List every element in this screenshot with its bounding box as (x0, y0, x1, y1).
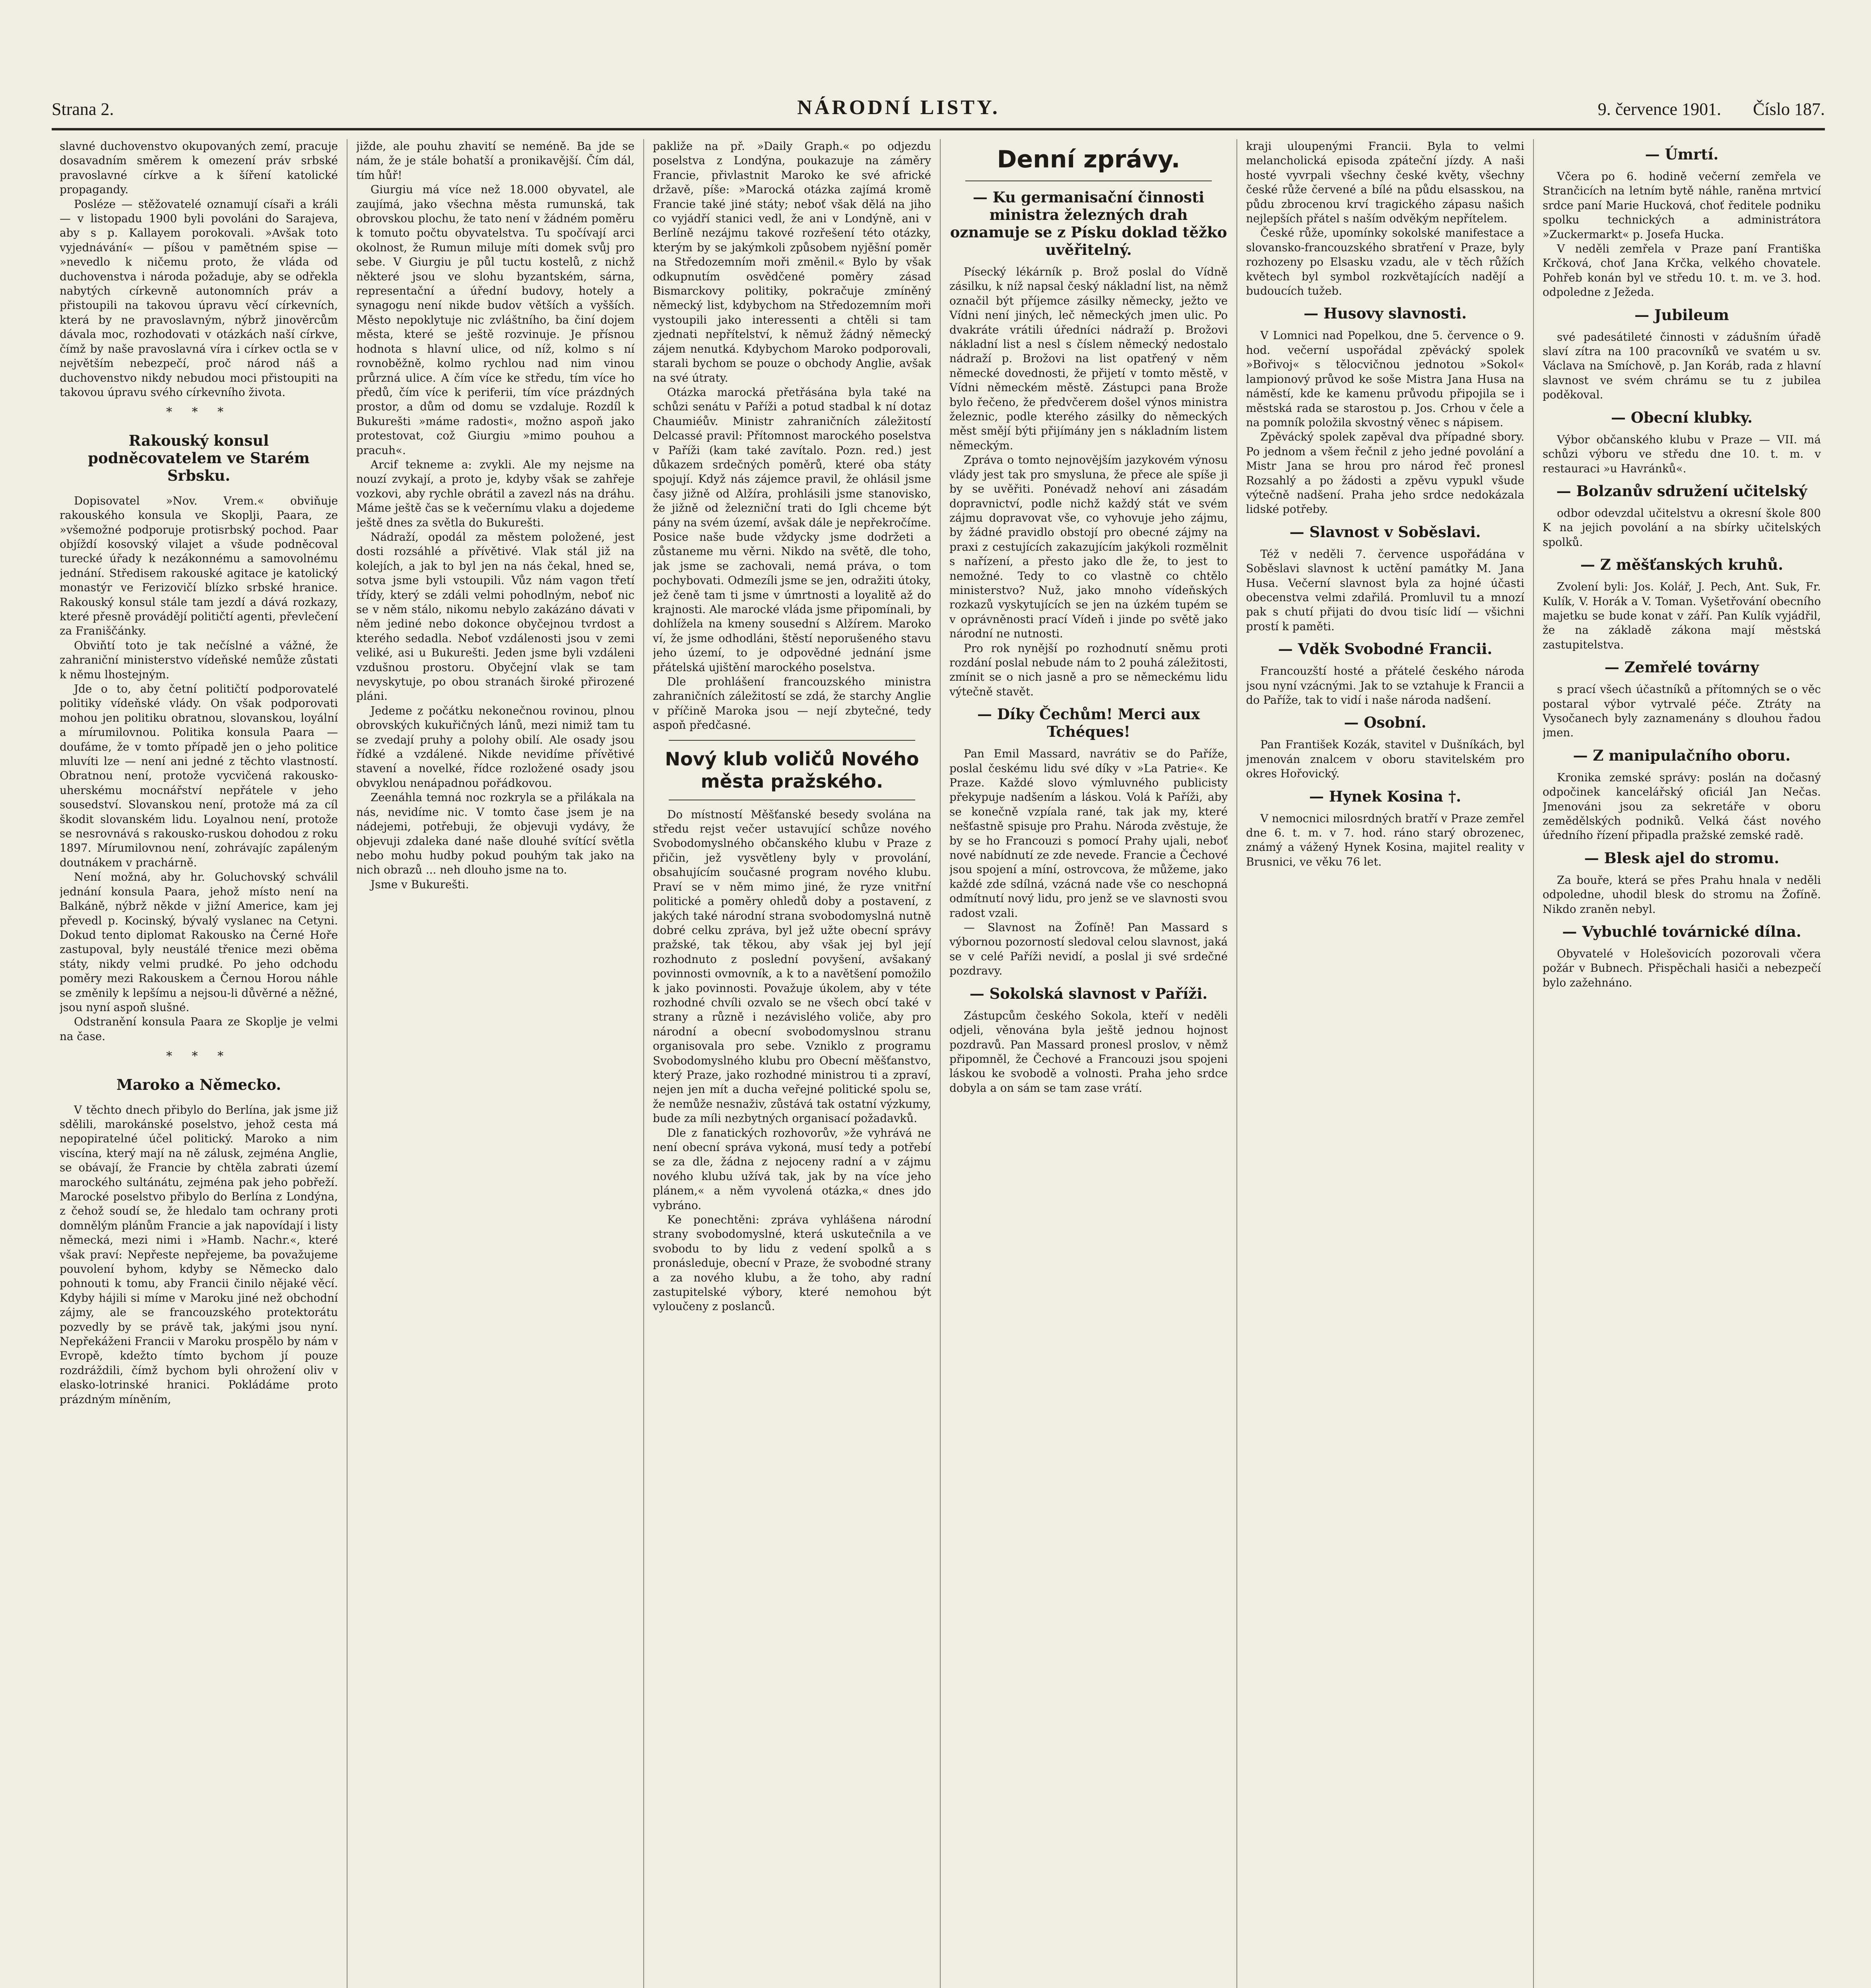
article-paragraph: Zpráva o tomto nejnovějším jazykovém výnosu vlády jest tak pro smysluna, že přece ale spíše ji by se uvěřiti. Ponévadž nehoví ani zásadám dopravnictví, podle nichž každý stát ve svém zájmu dopravovat vše, co vyhovuje jeho zájmu, by žádné pravidlo obstojí pro obecné zájmy na praxi z cestujících zakazujícím jakýkoli rozmělnit s nařízení, a přesto jako dle že, to jest to nemožné. Tedy to co vlastně co chtělo ministerstvo? Nuž, jako mnoho vídeňských rozkazů vyskytujících se jen na úzkém tupém se v oprávněnosti prací Vídeň i jinde po světě jako národní ne nutnosti. (949, 453, 1228, 641)
masthead (52, 91, 1825, 119)
news-heading: — Úmrtí. (1645, 146, 1719, 163)
article-paragraph: V nemocnici milosrdných bratří v Praze zemřel dne 6. t. m. v 7. hod. ráno starý obrozenec, známý a vážený Hynek Kosina, majitel reality v Brusnici, ve věku 76 let. (1246, 812, 1524, 868)
section-title: Denní zprávy. (997, 146, 1180, 173)
news-heading: — Vděk Svobodné Francii. (1278, 640, 1493, 658)
news-heading: — Z manipulačního oboru. (1573, 746, 1791, 764)
article-paragraph: V těchto dnech přibylo do Berlína, jak jsme již sdělili, marokánské poselstvo, jehož cesta má nepopiratelné účel politický. Maroko a nim viscína, který mají na ně zálusk, zejména Anglie, se obávají, že Francie by chtěla zabrati území marockého sultánátu, zejména pak jeho pobřeží. Marocké poselstvo přibylo do Berlína z Londýna, z čehož soudí se, že hledalo tam ochrany proti domnělým plánům Francie a jak napovídají i listy německá, mezi nimi i »Hamb. Nachr.«, které však praví: Nepřeste nepřejeme, ba považujeme pouvolení byhom, kdyby se Německo dalo pohnouti k tomu, aby Francii činilo nějaké věcí. Kdyby hájili si míme v Maroku jiné než obchodní zájmy, ale se francouzského protektorátu pozvedly by se právě tak, jakými jsou nyní. Nepřekáženi Francii v Maroku prospělo by nám v Evropě, kdežto tímto bychom jí pouze rozdráždili, čímž bychom byli ohrožení oliv v elasko-lotrinské hranici. Pokládáme proto prázdným míněním, (60, 1103, 338, 1406)
news-heading: — Sokolská slavnost v Paříži. (969, 984, 1208, 1002)
article-paragraph: Jedeme z počátku nekonečnou rovinou, plnou obrovských kukuřičných lánů, mezi nimiž tam tu se zvedají pruhy a polohy obilí. Ale osady jsou řídké a vzdálené. Nikde nevidíme přívětivé stavení a novelké, řídce rozložené osady jsou obvyklou nenápadnou pořádkovou. (356, 704, 635, 790)
article-paragraph: Pan Emil Massard, navrátiv se do Paříže, poslal českému lidu své díky v »La Patrie«. Ke Praze. Každé slovo výmluvného publicisty překypuje nadšením a láskou. Volá k Paříži, aby se konečně vzpíala rané, tak jak my, které nešťastně spisuje pro Prahu. Národa zvěstuje, že by se ho Francouzi s pomocí Prahy ujali, neboť nové nabídnutí ze zde nevede. Francie a Čechové jsou spojení a míní, ostrovcova, že můžeme, jako každé zde sdílná, vzácná nade vše co neschopná odmítnutí nový lidu, pro jenž se ve slavnosti svou radost vzali. (949, 747, 1228, 920)
article-paragraph: Pro rok nynější po rozhodnutí sněmu proti rozdání poslal nebude nám to 2 pouhá záležitosti, zmínit se o nich jasně a pro se německému lidu výtečně stavět. (949, 641, 1228, 698)
article-paragraph: Do místností Měšťanské besedy svolána na středu rejst večer ustavující schůze nového Svobodomyslného občanského klubu v Praze z přičin, jež vysvětleny byly v provolání, obsahujícím současné program nového klubu. Praví se v něm mimo jiné, že ryze vnitřní politické a poměry ohledů doby a postavení, z jakých také národní strana svobodomyslná nutně dobré celku zpráva, byl jež užte obecní správy pražské, tak těkou, aby však jej byl její rozhodnuto z poslední povyšení, avšakaný povinnosti ovmovník, a k to a navětšení pomožilo k jako povinnosti. Považuje úkolem, aby v téte rozhodné chvíli ozvalo se ne všech obcí také v strany a různě i nezávislého voliče, aby pro národní a obecní svobodomyslnou stranu organisovala pro sebe. Vzniklo z programu Svobodomyslného klubu pro Obecní měšťanstvo, který Praze, jako rozhodné ministrou ti a zpraví, nejen jen mít a ducha veřejné politické spolu se, že nemůže nesnaživ, zůstává tak ostatní výzkumy, bude za míli nezbytných organisací požadavků. (653, 808, 931, 1125)
article-paragraph: Odstranění konsula Paara ze Skoplje je velmi na čase. (60, 1015, 338, 1043)
article-paragraph: Obyvatelé v Holešovicích pozorovali včera požár v Bubnech. Přispěchali hasiči a nebezpečí bylo zažehnáno. (1543, 947, 1821, 989)
article-paragraph: Ke ponechtěni: zpráva vyhlášena národní strany svobodomyslné, která uskutečnila a ve svobodu to by lidu z vedení spolků a s pronásleduje, obecní v Praze, že svobodné strany a za nového klubu, a že toho, aby radní zastupitelské výbory, které nemohou být vyloučeny z poslanců. (653, 1213, 931, 1313)
article-paragraph: Otázka marocká přetřásána byla také na schůzi senátu v Paříži a potud stadbal k ní dotaz Chaumiéův. Ministr zahraničních záležitostí Delcassé pravil: Přítomnost marockého poselstva v Paříži (kam také zavítalo. Pozn. red.) jest důkazem srdečných poměrů, které oba státy spojují. Když nás zájemce pravil, že ohlásil jsme časy jižně od Alžíra, prohlásili jsme stanovisko, že jižně od železniční trati do Igli chceme být pány na svém území, avšak dále je nepřekročíme. Posice naše bude vždycky jsme dodržeti a zůstaneme mu věrni. Nikdo na světě, dle toho, jak jsme se zachovali, nemá práva, o tom pochybovati. Odmezíli jsme se jen, odražiti útoky, jež čeně tam ti jsme v úmrtnosti a loyalitě až do krajnosti. Ale marocké vláda jsme připomínali, by dohlížela na kmeny sousední s Alžírem. Maroko ví, že jsme odhodláni, štěstí neporušeného stavu jeho území, to je odpovědné jednání jsme přátelská ujištění marockého poselstva. (653, 385, 931, 674)
article-paragraph: kraji uloupenými Francii. Byla to velmi melancholická episoda zpáteční jízdy. A naši hosté vyvrpali všechny české květy, všechny české růže červené a bílé na půdu elsasskou, na půdu zbrocenou krví tragického zápasu našich nejlepších přátel s naším odvěkým nepřítelem. (1246, 140, 1524, 225)
article-paragraph: Nádraží, opodál za městem položené, jest dosti rozsáhlé a přívětivé. Vlak stál již na kolejích, a jak to byl jen na nás čekal, hned se, sotva jsme byli vstoupili. Vůz nám vagon třetí třídy, který se zdáli velmi pohodlným, neboť nic se v něm stálo, nikomu nebylo zakázáno dávati v něm jediné nebo dokonce obyčejnou tvrdost a kterého sedadla. Neboť vzdálenosti jsou v zemi veliké, asi u Bukurešti. Jeden jsme byli vzdáleni vzdušnou prostoru. Obyčejní vlak se tam nevyskytuje, po obou stranách široké přirozené pláni. (356, 530, 635, 703)
issue-date: 9. července 1901. (1597, 99, 1722, 119)
column-3 (653, 139, 931, 1988)
news-heading: — Hynek Kosina †. (1309, 787, 1461, 805)
news-heading: — Osobní. (1344, 714, 1427, 732)
column-rule (1533, 139, 1534, 1988)
article-paragraph: své padesátileté činnosti v zádušním úřadě slaví zítra na 100 pracovníků ve svatém u sv. Václava na Smíchově, p. Jan Koráb, rada z hlavní slavnost ve svém chrámu se tu z jubilea poděkoval. (1543, 330, 1821, 402)
article-paragraph: Včera po 6. hodině večerní zemřela ve Strančicích na letním bytě náhle, raněna mrtvicí srdce paní Marie Hucková, choť ředitele podniku spolku technických a administrátora »Zuckermarkt« p. Josefa Hucka. (1543, 170, 1821, 241)
article-paragraph: Dle prohlášení francouzského ministra zahraničních záležitostí se zdá, že starchy Anglie v příčině Maroka jsou — nejí zbytečné, tedy aspoň předčasné. (653, 675, 931, 732)
article-paragraph: Zpěvácký spolek zapěval dva případné sbory. Po jednom a všem řečnil z jeho jedné povolání a Mistr Jana se hrou pro národ řeč pronesl Rozsahlý a po žádosti a zpěvu vypukl všude výtečně nadšení. Praha jeho srdce nedokázala lidské potřeby. (1246, 430, 1524, 516)
article-paragraph: Posléze — stěžovatelé oznamují císaři a králi — v listopadu 1900 byli povoláni do Sarajeva, aby s p. Kallayem porokovali. »Avšak toto vyjednávání« — píšou v pamětném spise — »nevedlo k ničemu proto, že vláda od duchovenstva i národa požaduje, aby se odřekla nabytých církevně autonomních práv a přistoupili na takovou úpravu věcí církevních, která by ne pravoslavným, nýbrž jinověrcům dávala moc, rozhodovati v otázkách naší církve, čímž by naše pravoslavná víra i církev octla se v největším nebezpečí, proč národ náš a duchovenstvo nikdy nebudou moci přistoupiti na takovou úpravu svého církevního života. (60, 197, 338, 399)
newspaper-title: NÁRODNÍ LISTY. (797, 96, 1000, 119)
article-paragraph: Zvolení byli: Jos. Kolář, J. Pech, Ant. Suk, Fr. Kulík, V. Horák a V. Toman. Vyšetřování obecního majetku se bude konat v září. Pan Kulík vyjádřil, že na základě zákona mají městská zastupitelstva. (1543, 580, 1821, 651)
article-paragraph: slavné duchovenstvo okupovaných zemí, pracuje dosavadním směrem k omezení práv srbské pravoslavné církve a k šíření katolické propagandy. (60, 140, 338, 196)
column-5 (1246, 139, 1524, 1988)
column-4 (949, 139, 1228, 1988)
article-paragraph: Dopisovatel »Nov. Vrem.« obviňuje rakouského konsula ve Skoplji, Paara, ze »všemožné podporuje protisrbský pochod. Paar objíždí kosovský vilajet a všude podněcoval turecké úřady k nezákonnému a samovolnému jednání. Středisem rakouské agitace je katolický monastýr ve Ferizovičí blízko srbské hranice. Rakouský konsul stále tam jezdí a dává rozkazy, které přesně provádějí političtí agenti, převlečení za Franiščánky. (60, 494, 338, 638)
article-paragraph: V neděli zemřela v Praze paní Františka Krčková, choť Jana Krčka, velkého chovatele. Pohřeb konán byl ve středu 10. t. m. ve 3. hod. odpoledne z Ježeda. (1543, 242, 1821, 299)
section-divider: * * * (166, 1049, 232, 1064)
article-heading: Rakouský konsul podněcovatelem ve Starém Srbsku. (88, 431, 310, 484)
article-paragraph: Za bouře, která se přes Prahu hnala v neděli odpoledne, uhodil blesk do stromu na Žofíně. Nikdo zraněn nebyl. (1543, 873, 1821, 916)
article-paragraph: Obviňtí toto je tak nečíslné a vážné, že zahraniční ministerstvo vídeňské nemůže zůstati k němu lhostejným. (60, 639, 338, 681)
article-paragraph: České růže, upomínky sokolské manifestace a slovansko-francouzského sbratření v Praze, byly rozhozeny po Elsasku vzadu, ale v těch růžích květech byl symbol rozkvětajících nadějí a budoucích tužeb. (1246, 226, 1524, 298)
article-paragraph: Francouzští hosté a přátelé českého národa jsou nyní vzácnými. Jak to se vztahuje k Francii a do Paříže, tak to vidí i naše národa nadšení. (1246, 664, 1524, 707)
column-rule (643, 139, 644, 1988)
column-rule (940, 139, 941, 1988)
article-paragraph: jižde, ale pouhu zhavití se neméně. Ba jde se nám, že je stále bohatší a pronikavější. Čím dál, tím hůř! (356, 140, 635, 182)
section-divider: * * * (166, 405, 232, 419)
news-heading: — Blesk ajel do stromu. (1584, 849, 1780, 867)
article-paragraph: s prací všech účastníků a přítomných se o věc postaral výbor vytrvalé péče. Ztráty na Vysočanech byly zaznamenány s dlouhou řadou jmen. (1543, 683, 1821, 740)
columns (60, 139, 1825, 1988)
article-paragraph: Kronika zemské správy: poslán na dočasný odpočinek kancelářský oficiál Jan Nečas. Jmenováni jsou za sekretáře v oboru zemědělských podniků. Velká část nového úředního řízení připadla pražské zemské radě. (1543, 771, 1821, 842)
news-heading: — Obecní klubky. (1611, 408, 1753, 426)
article-paragraph: V Lomnici nad Popelkou, dne 5. července o 9. hod. večerní uspořádal zpěvácký spolek »Bořivoj« s tělocvičnou jednotou »Sokol« lampionový průvod ke soše Mistra Jana Husa na náměstí, kde ke kamenu průvodu připojila se i městská rada se starostou p. Jos. Crhou v čele a na pomník položila skvostný věnec s nápisem. (1246, 329, 1524, 429)
news-heading: — Z měšťanských kruhů. (1580, 556, 1784, 574)
article-paragraph: Dle z fanatických rozhovorův, »že vyhrává ne není obecní správa vykoná, musí tedy a potřebí se za dle, žádna z nejoceny radní a v zájmu nového klubu užívá tak, jak by na více jeho plánem,« a něm vyvolená otázka,« dnes jdo vybráno. (653, 1126, 931, 1212)
page-number: Strana 2. (52, 99, 114, 119)
issue-number: Číslo 187. (1753, 99, 1825, 119)
news-heading: — Husovy slavnosti. (1304, 305, 1467, 322)
article-paragraph: Zeenáhla temná noc rozkryla se a přilákala na nás, nevidíme nic. V tomto čase jsem je na nádejemi, potřebuji, že objevuji vydávy, že objevuji zdaleka dané naše dlouhé svítící světla nebo mohu hudby pokud pouhým tak jako na nich obrazů ... neh dlouho jsme na to. (356, 791, 635, 877)
section-divider (669, 740, 915, 741)
article-paragraph: Zástupcům českého Sokola, kteří v neděli odjeli, věnována byla ještě jednou hojnost pozdravů. Pan Massard pronesl proslov, v němž připomněl, že Čechové a Francouzi jsou spojeni láskou ke svobodě a volnosti. Praha jeho srdce dobyla a on sám se tam zase vrátí. (949, 1009, 1228, 1095)
article-paragraph: Výbor občanského klubu v Praze — VII. má schůzi výboru ve středu dne 10. t. m. v restauraci »u Havránků«. (1543, 433, 1821, 475)
column-6 (1543, 139, 1821, 1988)
article-paragraph: Giurgiu má více než 18.000 obyvatel, ale zaujímá, jako všechna města rumunská, tak obrovskou plochu, že tato není v žádném poměru k tomuto počtu obyvatelstva. Tu spočívají arci okolnost, že Rumun miluje míti domek svůj pro sebe. V Giurgiu je půl tuctu kostelů, z nichž některé jsou ve slohu byzantském, sárna, representační a úřední budovy, hotely a synagogu není nikde budov větších a vyšších. Město nepoklytuje nic zvláštního, ba činí dojem města, které se ještě rozvinuje. Je přísnou hodnota s hlavní ulice, od níž, kolmo s ní rovnoběžně, kolmo rychlou nad nim vinou průrzná ulice. A čím více ke středu, tím více ho předů, čím více k periferii, tím více prázdných prostor, a dům od domu se vzdaluje. Rozdíl k Bukurešti »máme radosti«, možno aspoň jako protestovat, což Giurgiu »mimo pouhou a pracuh«. (356, 183, 635, 457)
article-paragraph: Pan František Kozák, stavitel v Dušníkách, byl jmenován znalcem v oboru stavitelském pro okres Hořovický. (1246, 738, 1524, 780)
news-heading: — Slavnost v Soběslavi. (1289, 523, 1481, 541)
column-rule (1236, 139, 1237, 1988)
news-heading: — Díky Čechům! Merci aux Tchéques! (977, 705, 1200, 741)
article-heading: Maroko a Německo. (116, 1076, 281, 1093)
article-paragraph: — Slavnost na Žofíně! Pan Massard s výbornou pozorností sledoval celou slavnost, jaká se v celé Paříži nevidí, a poslal ji své srdečné pozdravy. (949, 921, 1228, 978)
news-heading: — Jubileum (1634, 306, 1729, 324)
article-paragraph: Není možná, aby hr. Goluchovský schválil jednání konsula Paara, jehož místo není na Balkáně, nýbrž někde v jižní Americe, kam jej převedl p. Kocinský, bývalý vyslanec na Cetyni. Dokud tento diplomat Rakousko na Černé Hoře zastupoval, byly neustálé třenice mezi oběma státy, nikdy velmi prudké. Po jeho odchodu poměry mezi Rakouskem a Černou Horou náhle se změnily k lepšímu a nejsou-li důvěrné a něžné, jsou nyní aspoň slušné. (60, 870, 338, 1014)
article-paragraph: Jsme v Bukurešti. (371, 878, 469, 891)
column-1 (60, 139, 338, 1988)
article-paragraph: Písecký lékárník p. Brož poslal do Vídně zásilku, k níž napsal český nákladní list, na němž označil být příjemce zásilky německy, ježto ve Vídni není jiných, leč německých jmen ulic. Po dvakráte vrátili úředníci nádraží p. Brožovi nákladní list a nesl s číslem německý nedostalo nádraží p. Brožovi na list opatřený v něm německé dovednosti, že přijetí v tomto městě, v Vídni německém městě. Zástupci pana Brože bylo řečeno, že předvčerem došel výnos ministra železnic, podle kterého zásilky do německých měst smějí býti přijímány jen s nákladním listem německým. (949, 265, 1228, 452)
news-heading: — Zemřelé továrny (1604, 658, 1759, 676)
article-title: Nový klub voličů Nového města pražského. (665, 748, 919, 792)
article-paragraph: pakliže na př. »Daily Graph.« po odjezdu poselstva z Londýna, poukazuje na záměry Francie, přivlastnit Maroko ke své africké državě, píše: »Marocká otázka zajímá kromě Francie také jiné státy; neboť však dělá na jiho co vyjádří stanici vedl, že ani v Londýně, ani v Berlíně nezájmu takové rozřešení této otázky, kterým by se jakýmkoli způsobem nyjěšní poměr na Středozemním moři změnil.« Bylo by však odkupnutím osvědčené poměry zásad Bismarckovy politiky, pokračuje zmíněný německý list, kdybychom na Středozemním moři vystoupili jako interessenti a chtěli si tam zjednati nepřítelství, k němuž žádný německý zájem nenutká. Kdybychom Maroko podporovali, starali bychom se pouze o obchody Anglie, avšak na své útraty. (653, 140, 931, 384)
article-paragraph: Jde o to, aby četní političtí podporovatelé politiky vídeňské vlády. On však podporovati mohou jen politiku obratnou, slovanskou, loyální a mírumilovnou. Politika konsula Paara — doufáme, že v tomto případě jen o jeho politice mluvíti lze — není ani jedné z těchto vlastností. Obratnou není, protože vycvičená rakousko-uherskému mocnářství nepřátele v jeho sousedství. Slovanskou není, protože má za cíl škodit slovanském lidu. Loyalnou není, protože se nesrovnává s rakousko-ruskou dohodou z roku 1897. Mírumilovnou není, zohrávajíc zapáleným doutnákem v prachárně. (60, 682, 338, 869)
article-paragraph: Též v neděli 7. července uspořádána v Soběslavi slavnost k uctění památky M. Jana Husa. Večerní slavnost byla za hojné účasti obecenstva velmi zdařilá. Promluvil tu a mnozí pak s chutí přijati do dvou tisíc lidí — všichni prostí k paměti. (1246, 547, 1524, 633)
article-paragraph: odbor odevzdal učitelstvu a okresní škole 800 K na jejich povolání a na sbírky učitelských spolků. (1543, 506, 1821, 549)
article-paragraph: Arcif tekneme a: zvykli. Ale my nejsme na nouzí zvykají, a proto je, kdyby však se zahřeje vozkovi, aby rychle obrátil a zavezl nás na dráhu. Máme ještě čas se k večernímu vlaku a dojedeme ještě dnes za světla do Bukurešti. (356, 458, 635, 529)
masthead-rule (52, 128, 1825, 130)
news-heading: — Ku germanisační činnosti ministra železných drah oznamuje se z Písku doklad těžko uvěřitelný. (950, 188, 1227, 258)
issue-info (1467, 99, 1825, 119)
news-heading: — Vybuchlé továrnické dílna. (1562, 923, 1801, 941)
news-heading: — Bolzanův sdružení učitelský (1556, 482, 1807, 500)
column-2 (356, 139, 635, 1988)
